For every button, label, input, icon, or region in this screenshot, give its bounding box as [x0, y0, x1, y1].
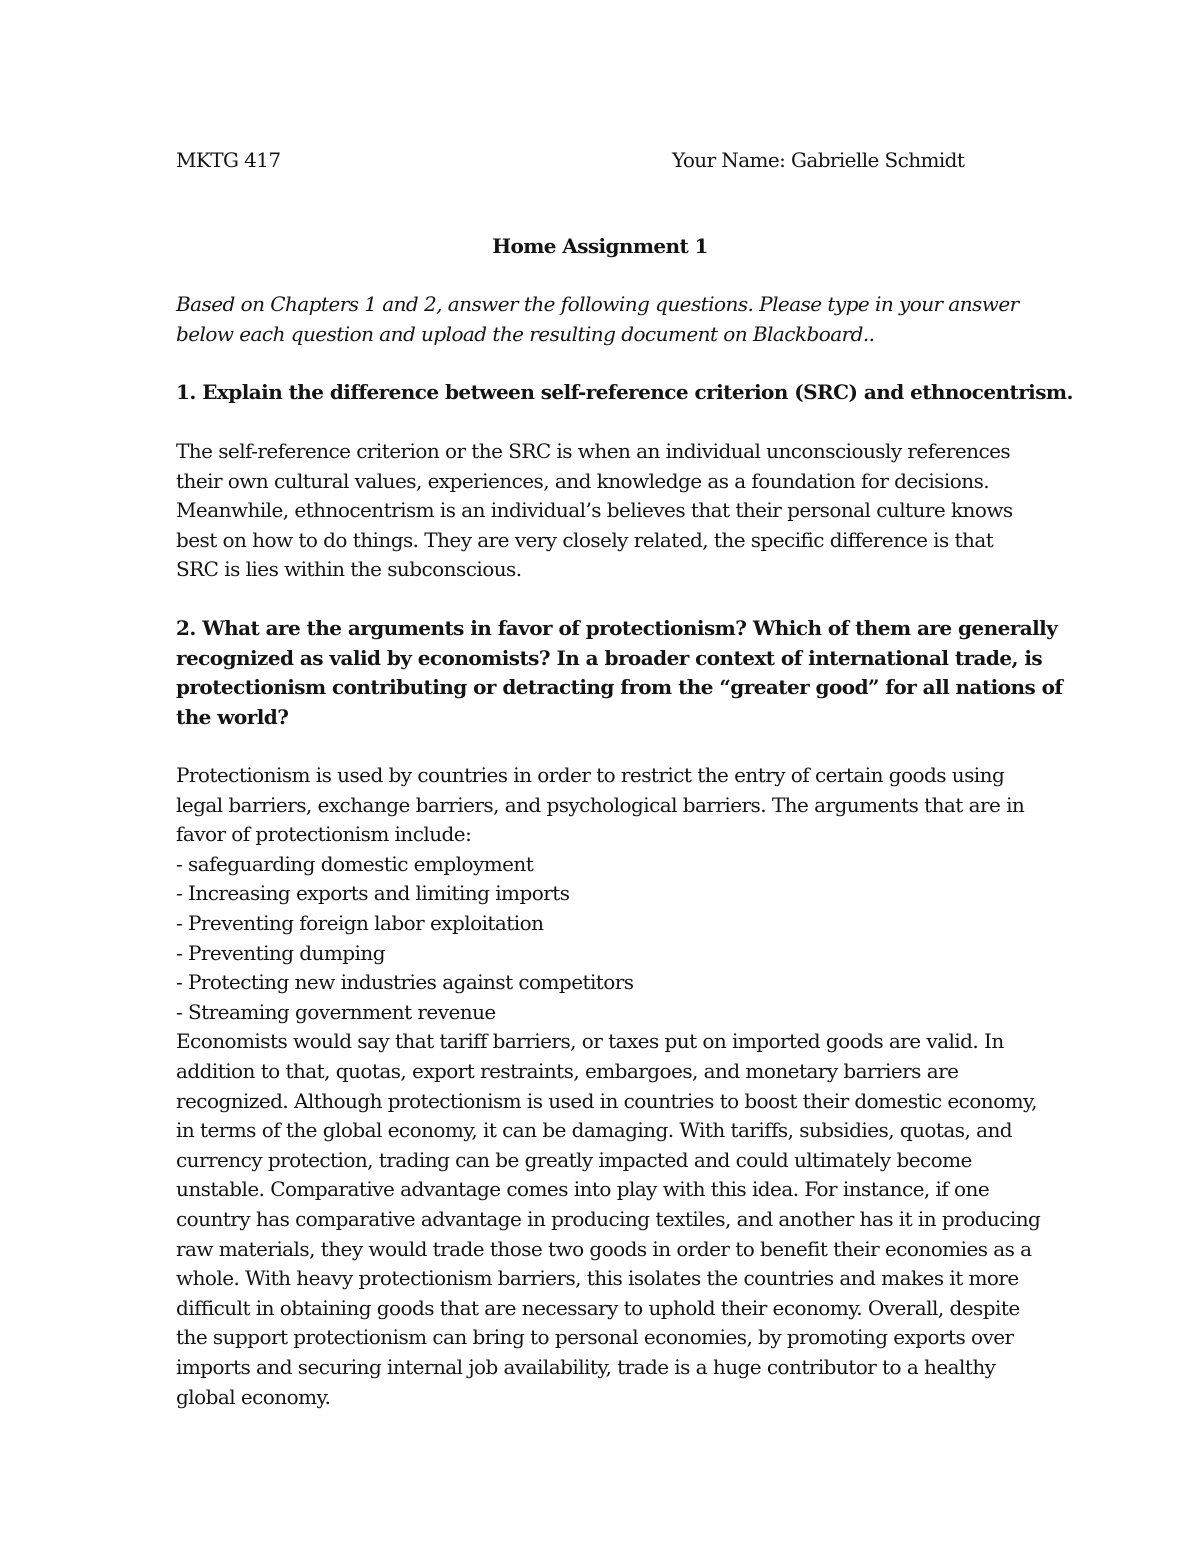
instructions-line: Based on Chapters 1 and 2, answer the following questions. Please type in your answer [176, 292, 1019, 316]
question-1 [176, 378, 1073, 408]
list-item: - safeguarding domestic employment [176, 851, 534, 876]
question-2-line: 2. What are the arguments in favor of protectionism? Which of them are generally [176, 616, 1058, 640]
answer-1-line: SRC is lies within the subconscious. [176, 557, 522, 582]
answer-2-line: global economy. [176, 1384, 331, 1409]
question-2-line: protectionism contributing or detracting from the “greater good” for all nations of [176, 675, 1063, 700]
answer-1-paragraph [176, 437, 1036, 585]
protectionism-arguments-list [176, 850, 1036, 1028]
student-name: Your Name: Gabrielle Schmidt [672, 148, 965, 172]
answer-2-line: in terms of the global economy, it can be damaging. With tariffs, subsidies, quotas, and [176, 1118, 1013, 1143]
list-item: - Protecting new industries against competitors [176, 970, 634, 995]
instructions-line: below each question and upload the resulting document on Blackboard.. [176, 321, 875, 346]
list-item: - Streaming government revenue [176, 999, 496, 1024]
answer-1-line: The self-reference criterion or the SRC is when an individual unconsciously references [176, 439, 1011, 463]
answer-2-intro-line: Protectionism is used by countries in order to restrict the entry of certain goods using [176, 763, 1005, 787]
list-item: - Preventing foreign labor exploitation [176, 910, 544, 935]
answer-2-intro-line: favor of protectionism include: [176, 822, 472, 847]
answer-1-line: Meanwhile, ethnocentrism is an individual’s believes that their personal culture knows [176, 498, 1013, 523]
answer-2-line: Economists would say that tariff barriers, or taxes put on imported goods are valid. In [176, 1029, 1004, 1054]
answer-2-line: raw materials, they would trade those two goods in order to benefit their economies as a [176, 1236, 1032, 1261]
course-code: MKTG 417 [176, 148, 281, 172]
answer-2-line: difficult in obtaining goods that are necessary to uphold their economy. Overall, despite [176, 1295, 1020, 1320]
answer-2-line: unstable. Comparative advantage comes into play with this idea. For instance, if one [176, 1177, 990, 1202]
question-1-line: 1. Explain the difference between self-reference criterion (SRC) and ethnocentrism. [176, 380, 1073, 404]
answer-2-line: country has comparative advantage in producing textiles, and another has it in producing [176, 1206, 1041, 1231]
instructions-paragraph [176, 290, 1036, 349]
answer-2-line: the support protectionism can bring to personal economies, by promoting exports over [176, 1325, 1014, 1350]
document-title: Home Assignment 1 [492, 234, 708, 258]
answer-2-line: recognized. Although protectionism is used in countries to boost their domestic economy, [176, 1088, 1037, 1113]
answer-2-line: addition to that, quotas, export restraints, embargoes, and monetary barriers are [176, 1058, 959, 1083]
list-item: - Preventing dumping [176, 940, 385, 965]
answer-2-intro [176, 761, 1036, 850]
answer-1-line: best on how to do things. They are very closely related, the specific difference is that [176, 527, 994, 552]
answer-2-body [176, 1027, 1041, 1412]
question-2-line: recognized as valid by economists? In a broader context of international trade, is [176, 645, 1043, 670]
answer-2-line: imports and securing internal job availability, trade is a huge contributor to a healthy [176, 1354, 996, 1379]
answer-2-intro-line: legal barriers, exchange barriers, and psychological barriers. The arguments that are in [176, 792, 1025, 817]
answer-1-line: their own cultural values, experiences, and knowledge as a foundation for decisions. [176, 468, 990, 493]
answer-2-line: currency protection, trading can be greatly impacted and could ultimately become [176, 1147, 972, 1172]
question-2-line: the world? [176, 704, 289, 729]
list-item: - Increasing exports and limiting imports [176, 881, 570, 906]
question-2 [176, 614, 1063, 732]
answer-2-line: whole. With heavy protectionism barriers, this isolates the countries and makes it more [176, 1266, 1019, 1291]
